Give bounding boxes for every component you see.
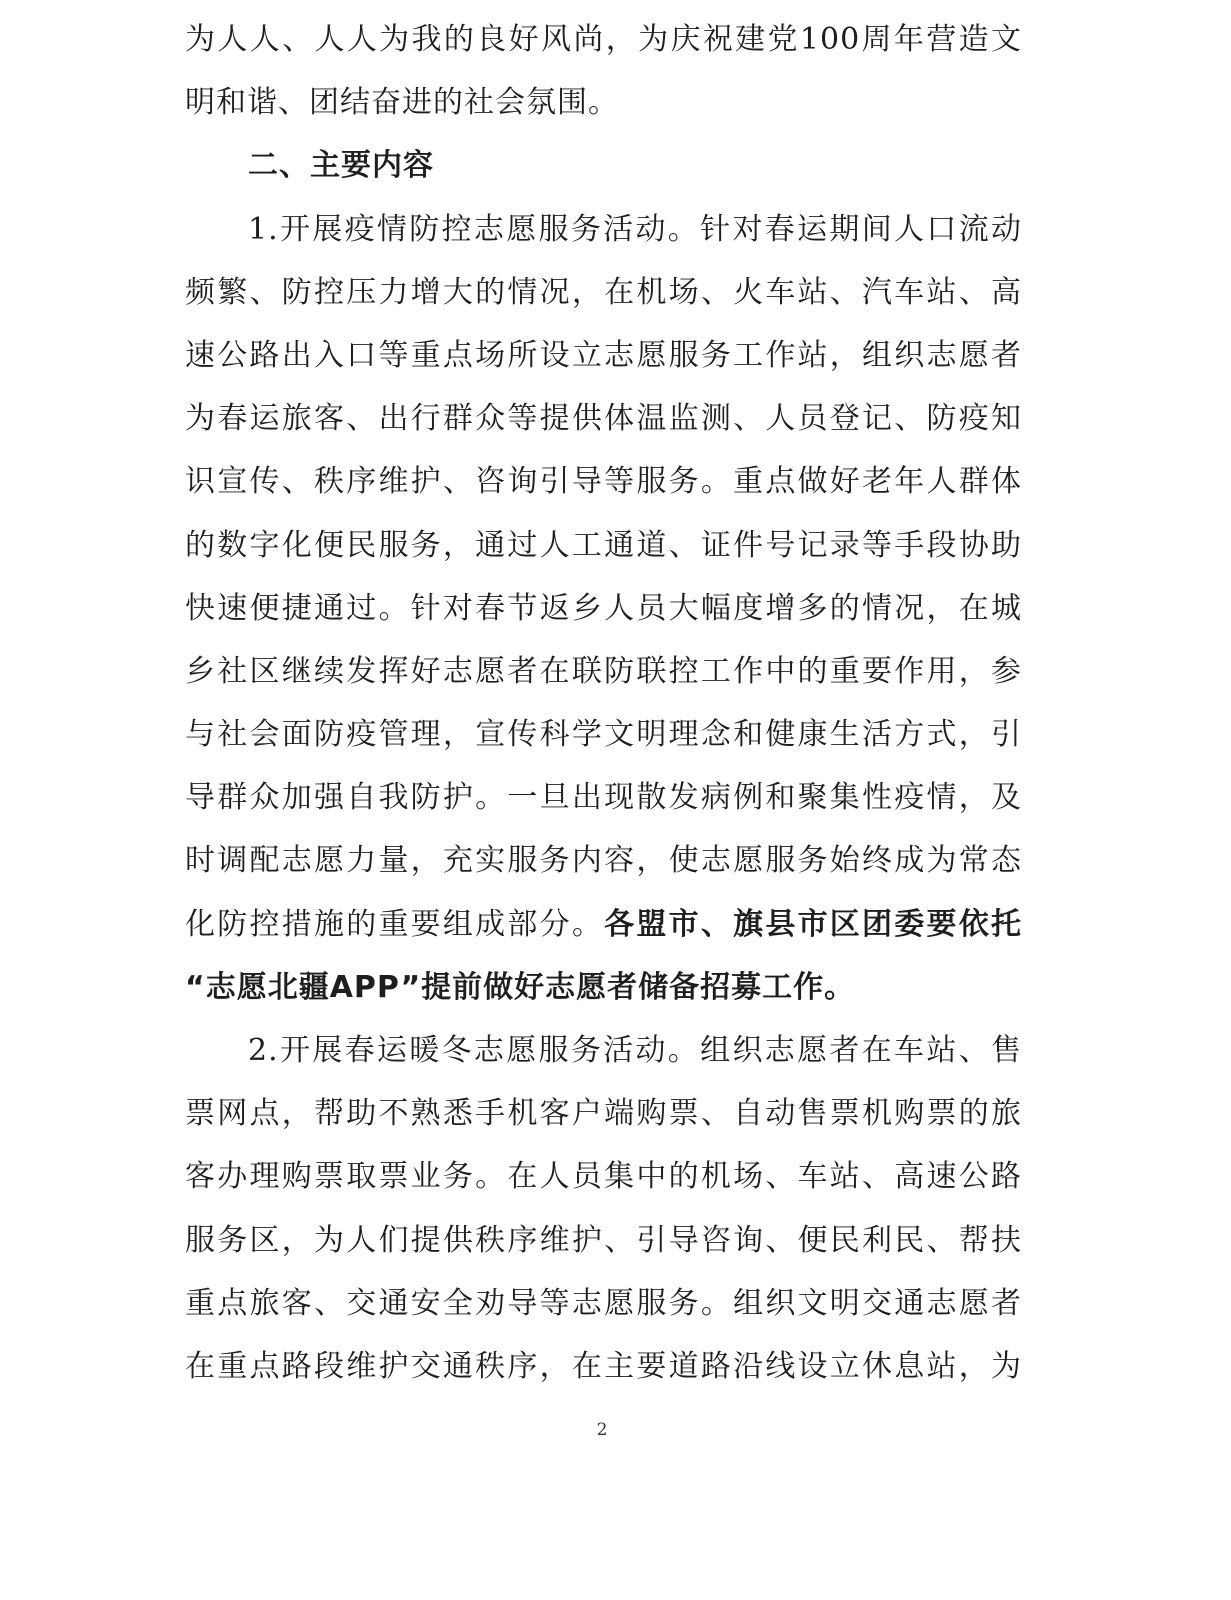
body-line: 与社会面防疫管理，宣传科学文明理念和健康生活方式，引: [185, 717, 1022, 753]
document-body: [185, 8, 1022, 1398]
body-line: 票网点，帮助不熟悉手机客户端购票、自动售票机购票的旅: [185, 1096, 1022, 1132]
body-line: 在重点路段维护交通秩序，在主要道路沿线设立休息站，为: [185, 1348, 1022, 1384]
body-line: 服务区，为人们提供秩序维护、引导咨询、便民利民、帮扶: [185, 1222, 1022, 1258]
body-line: 为人人、人人为我的良好风尚，为庆祝建党100周年营造文: [185, 22, 1022, 57]
item-1-emphasis-line: “志愿北疆APP”提前做好志愿者储备招募工作。: [185, 969, 856, 1005]
body-line: 的数字化便民服务，通过人工通道、证件号记录等手段协助: [185, 527, 1022, 563]
body-line: 客办理购票取票业务。在人员集中的机场、车站、高速公路: [185, 1159, 1022, 1195]
section-heading: 二、主要内容: [248, 148, 434, 184]
body-line: 乡社区继续发挥好志愿者在联防联控工作中的重要作用，参: [185, 653, 1022, 689]
item-1-text: 针对春运期间人口流动: [700, 211, 1022, 247]
body-line: 明和谐、团结奋进的社会氛围。: [185, 85, 619, 121]
body-line-mixed: [185, 893, 1022, 956]
item-1-first-line: [185, 198, 1022, 261]
item-2-text: 组织志愿者在车站、售: [700, 1033, 1022, 1068]
body-line: 为春运旅客、出行群众等提供体温监测、人员登记、防疫知: [185, 401, 1022, 437]
body-line: 快速便捷通过。针对春节返乡人员大幅度增多的情况，在城: [185, 590, 1022, 626]
body-line: 重点旅客、交通安全劝导等志愿服务。组织文明交通志愿者: [185, 1285, 1022, 1321]
page-number: 2: [596, 1420, 608, 1440]
body-line: 速公路出入口等重点场所设立志愿服务工作站，组织志愿者: [185, 337, 1022, 373]
item-2-first-line: [185, 1019, 1022, 1082]
body-line: 导群众加强自我防护。一旦出现散发病例和聚集性疫情，及: [185, 780, 1022, 816]
item-1-text: 化防控措施的重要组成部分。: [185, 906, 605, 942]
item-1-emphasis: 各盟市、旗县市区团委要依托: [604, 906, 1022, 942]
body-line: 时调配志愿力量，充实服务内容，使志愿服务始终成为常态: [185, 843, 1022, 879]
body-line: 识宣传、秩序维护、咨询引导等服务。重点做好老年人群体: [185, 464, 1022, 500]
item-2-title: 2.开展春运暖冬志愿服务活动。: [248, 1033, 701, 1068]
item-1-title: 1.开展疫情防控志愿服务活动。: [248, 211, 701, 247]
body-line: 频繁、防控压力增大的情况，在机场、火车站、汽车站、高: [185, 274, 1022, 310]
